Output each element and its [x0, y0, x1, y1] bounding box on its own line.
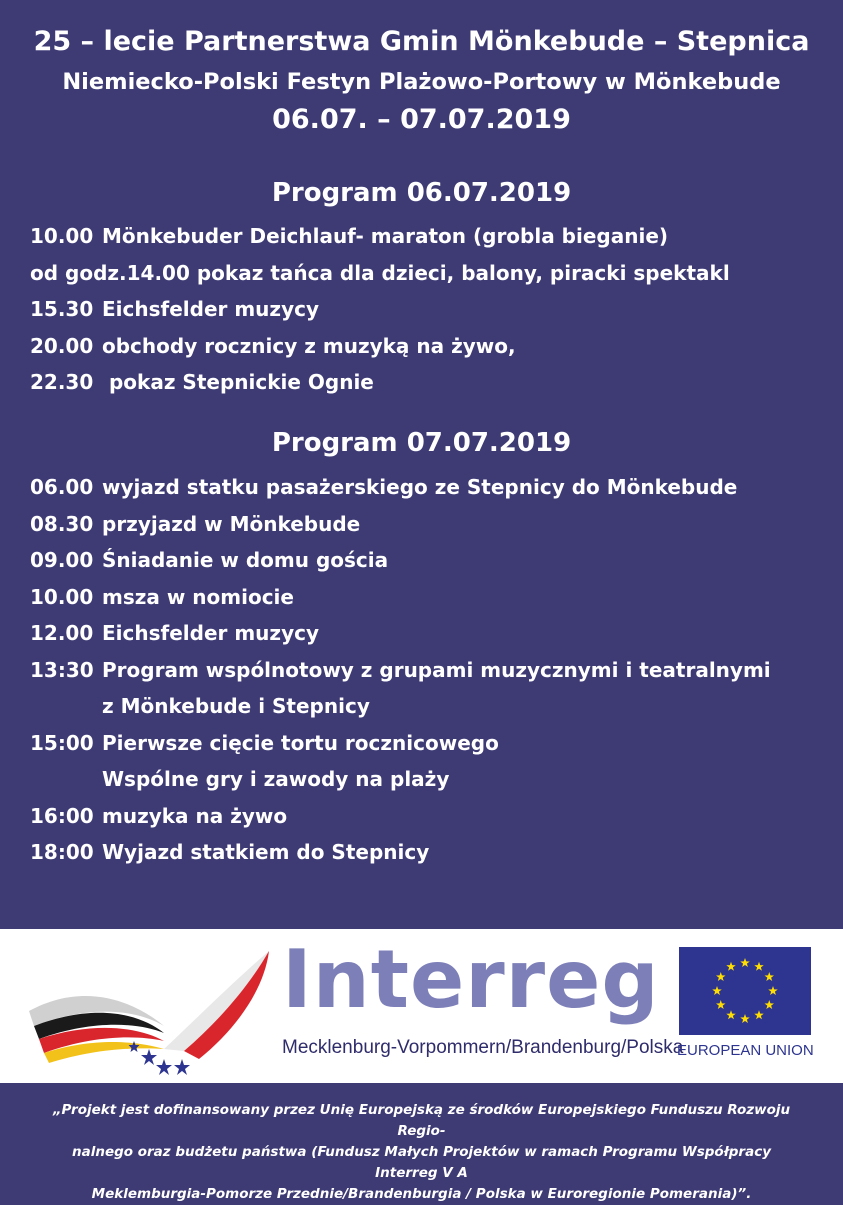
schedule-time: 12.00: [30, 621, 94, 645]
schedule-time: 08.30: [30, 511, 94, 536]
program-day1-title: Program 06.07.2019: [271, 178, 572, 208]
eu-label: EUROPEAN UNION: [677, 1042, 814, 1059]
schedule-text: Program wspólnotowy z grupami muzycznymi i teatralnymi: [102, 657, 771, 682]
title-line-2: Niemiecko-Polski Festyn Plażowo-Portowy w Mönkebude: [62, 69, 781, 95]
schedule-text: obchody rocznicy z muzyką na żywo,: [102, 333, 516, 358]
schedule-time: 22.30: [30, 370, 94, 394]
title-line-1: 25 – lecie Partnerstwa Gmin Mönkebude – Stepnica: [33, 26, 810, 57]
schedule-text: Mönkebuder Deichlauf- maraton (grobla bieganie): [102, 224, 669, 248]
schedule-item: [30, 510, 771, 547]
schedule-item: [30, 619, 771, 656]
schedule-text: Eichsfelder muzycy: [102, 297, 319, 321]
schedule-item: [30, 729, 771, 766]
funding-line-1: „Projekt jest dofinansowany przez Unię Europejską ze środków Europejskiego Funduszu Rozwoju Regio-: [52, 1102, 791, 1139]
schedule-text: Eichsfelder muzycy: [102, 621, 319, 645]
schedule-time: 13:30: [30, 657, 94, 682]
funding-notice: [40, 1100, 803, 1205]
schedule-text: muzyka na żywo: [102, 803, 288, 828]
schedule-item: [30, 259, 730, 296]
program-day2-list: [30, 473, 771, 875]
schedule-time: 18:00: [30, 840, 94, 864]
schedule-text: Śniadanie w domu gościa: [102, 548, 389, 572]
schedule-text: z Mönkebude i Stepnicy: [102, 694, 370, 718]
funding-line-2: nalnego oraz budżetu państwa (Fundusz Małych Projektów w ramach Programu Współpracy Interreg V A: [71, 1144, 771, 1181]
schedule-time: 16:00: [30, 803, 94, 828]
schedule-time: 09.00: [30, 548, 94, 572]
schedule-item: [30, 656, 771, 693]
schedule-item: [30, 583, 771, 620]
schedule-time: 15:00: [30, 730, 94, 755]
interreg-region: Mecklenburg-Vorpommern/Brandenburg/Polska: [282, 1037, 684, 1058]
schedule-item: [30, 368, 730, 405]
schedule-text: msza w nomiocie: [102, 584, 294, 609]
funding-line-3: Meklemburgia-Pomorze Przednie/Brandenburgia / Polska w Euroregionie Pomerania)”.: [91, 1186, 752, 1202]
schedule-item: [30, 332, 730, 369]
schedule-time: 20.00: [30, 333, 94, 358]
schedule-text: wyjazd statku pasażerskiego ze Stepnicy do Mönkebude: [102, 475, 738, 499]
schedule-text: Pierwsze cięcie tortu rocznicowego: [102, 730, 499, 755]
schedule-item: [30, 838, 771, 875]
schedule-time: 10.00: [30, 224, 94, 248]
interreg-logo: Interreg: [282, 933, 660, 1026]
schedule-item: [30, 473, 771, 510]
schedule-text: Wspólne gry i zawody na plaży: [102, 767, 450, 791]
schedule-item: [30, 295, 730, 332]
schedule-item: [30, 692, 771, 729]
schedule-item: [30, 546, 771, 583]
schedule-item: [30, 222, 730, 259]
schedule-text: przyjazd w Mönkebude: [102, 511, 361, 536]
schedule-item: [30, 802, 771, 839]
flag-ribbon-icon: [24, 941, 274, 1076]
schedule-time: 10.00: [30, 584, 94, 609]
schedule-text: od godz.14.00 pokaz tańca dla dzieci, balony, piracki spektakl: [30, 260, 730, 285]
program-day1-list: [30, 222, 730, 405]
logo-band: [0, 929, 843, 1083]
schedule-item: [30, 765, 771, 802]
schedule-time: 06.00: [30, 475, 94, 499]
eu-flag-icon: [679, 947, 811, 1035]
schedule-text: pokaz Stepnickie Ognie: [102, 370, 374, 394]
schedule-text: Wyjazd statkiem do Stepnicy: [102, 840, 430, 864]
date-range: 06.07. – 07.07.2019: [272, 104, 571, 135]
schedule-time: 15.30: [30, 297, 94, 321]
program-day2-title: Program 07.07.2019: [271, 428, 572, 458]
